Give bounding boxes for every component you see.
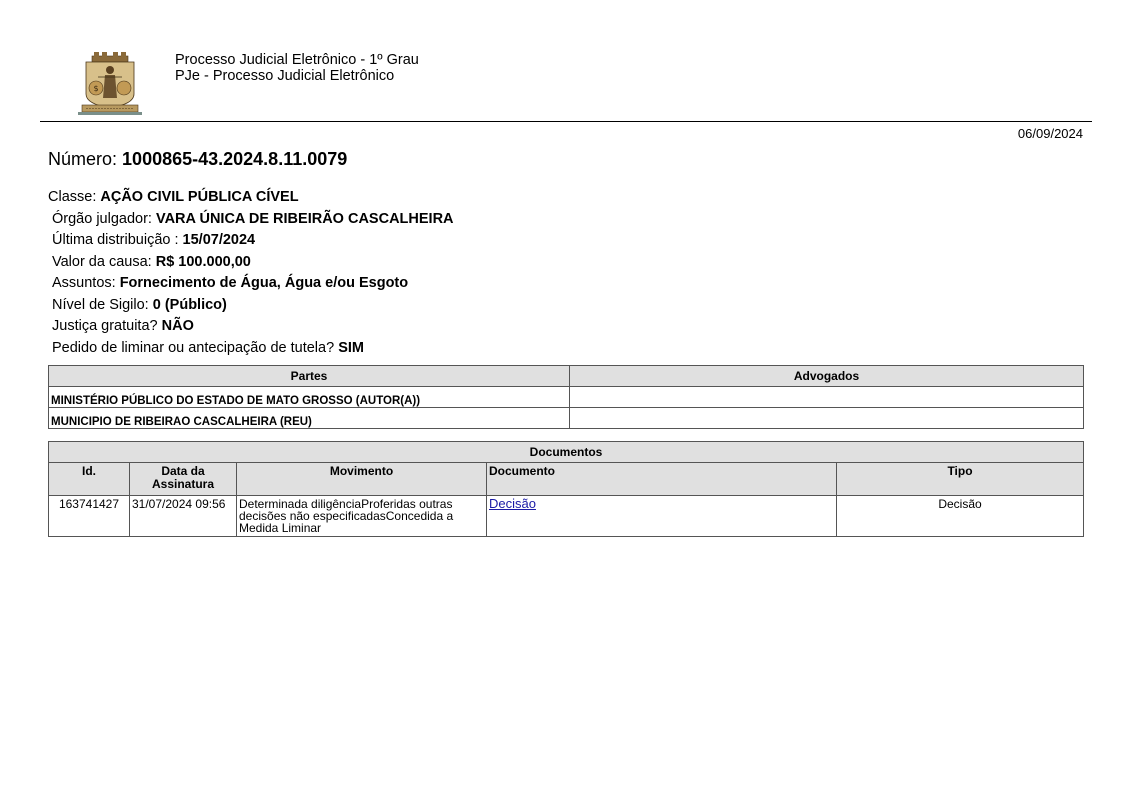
field-gratuita <box>48 316 454 338</box>
field-sigilo <box>48 295 454 317</box>
partes-header: Partes <box>49 366 570 387</box>
header-movimento: Movimento <box>237 463 487 496</box>
header-divider <box>40 121 1092 122</box>
decisao-document-link[interactable]: Decisão <box>489 496 536 511</box>
field-gratuita-label: Justiça gratuita? <box>52 318 158 334</box>
doc-data-cell: 31/07/2024 09:56 <box>130 496 237 537</box>
field-classe-value: AÇÃO CIVIL PÚBLICA CÍVEL <box>100 189 299 205</box>
field-liminar-label: Pedido de liminar ou antecipação de tutela? <box>52 339 335 356</box>
header-id: Id. <box>49 463 130 496</box>
header-data-line1: Data da <box>161 464 205 478</box>
field-assuntos-value: Fornecimento de Água, Água e/ou Esgoto <box>119 275 409 291</box>
field-sigilo-value: 0 (Público) <box>152 296 227 313</box>
field-distribuicao-value: 15/07/2024 <box>182 232 256 248</box>
system-header <box>175 52 419 84</box>
header-data-line2: Assinatura <box>151 477 215 491</box>
field-classe-label: Classe: <box>48 189 97 205</box>
documentos-header-row <box>49 463 1084 496</box>
process-number <box>48 149 347 170</box>
svg-text:$: $ <box>93 84 99 93</box>
header-tipo: Tipo <box>837 463 1084 496</box>
process-fields <box>48 187 454 359</box>
field-assuntos-label: Assuntos: <box>52 275 116 291</box>
partes-table <box>48 365 1084 429</box>
field-liminar <box>48 338 454 360</box>
field-orgao <box>48 209 454 231</box>
table-row <box>49 387 1084 408</box>
field-distribuicao <box>48 230 454 252</box>
advogado-cell <box>570 387 1084 408</box>
field-sigilo-label: Nível de Sigilo: <box>52 296 149 313</box>
field-liminar-value: SIM <box>338 339 364 356</box>
doc-movimento-cell: Determinada diligênciaProferidas outras decisões não especificadasConcedida a Medida Liminar <box>237 496 487 537</box>
print-date: 06/09/2024 <box>1017 126 1083 141</box>
field-classe <box>48 187 454 209</box>
parte-cell: MUNICIPIO DE RIBEIRAO CASCALHEIRA (REU) <box>49 408 570 429</box>
process-number-label: Número: <box>48 149 118 169</box>
header-line-1: Processo Judicial Eletrônico - 1º Grau <box>175 52 419 68</box>
partes-header-row <box>49 366 1084 387</box>
field-assuntos <box>48 273 454 295</box>
field-orgao-label: Órgão julgador: <box>52 210 152 227</box>
field-valor-value: R$ 100.000,00 <box>155 253 251 270</box>
documentos-title: Documentos <box>49 442 1084 463</box>
header-line-2: PJe - Processo Judicial Eletrônico <box>175 68 395 84</box>
field-gratuita-value: NÃO <box>161 318 194 334</box>
field-distribuicao-label: Última distribuição : <box>52 232 179 248</box>
field-orgao-value: VARA ÚNICA DE RIBEIRÃO CASCALHEIRA <box>155 210 454 227</box>
header-data <box>130 463 237 496</box>
table-row <box>49 496 1084 537</box>
doc-id-cell: 163741427 <box>49 496 130 537</box>
field-valor <box>48 252 454 274</box>
advogado-cell <box>570 408 1084 429</box>
doc-tipo-cell: Decisão <box>837 496 1084 537</box>
table-row <box>49 408 1084 429</box>
court-coat-of-arms-icon <box>78 50 142 116</box>
field-valor-label: Valor da causa: <box>52 253 152 270</box>
doc-documento-cell <box>487 496 837 537</box>
header-documento: Documento <box>487 463 837 496</box>
documentos-title-row <box>49 442 1084 463</box>
parte-cell: MINISTÉRIO PÚBLICO DO ESTADO DE MATO GROSSO (AUTOR(A)) <box>49 387 570 408</box>
advogados-header: Advogados <box>570 366 1084 387</box>
documentos-table <box>48 441 1084 537</box>
process-number-value: 1000865-43.2024.8.11.0079 <box>122 149 348 169</box>
